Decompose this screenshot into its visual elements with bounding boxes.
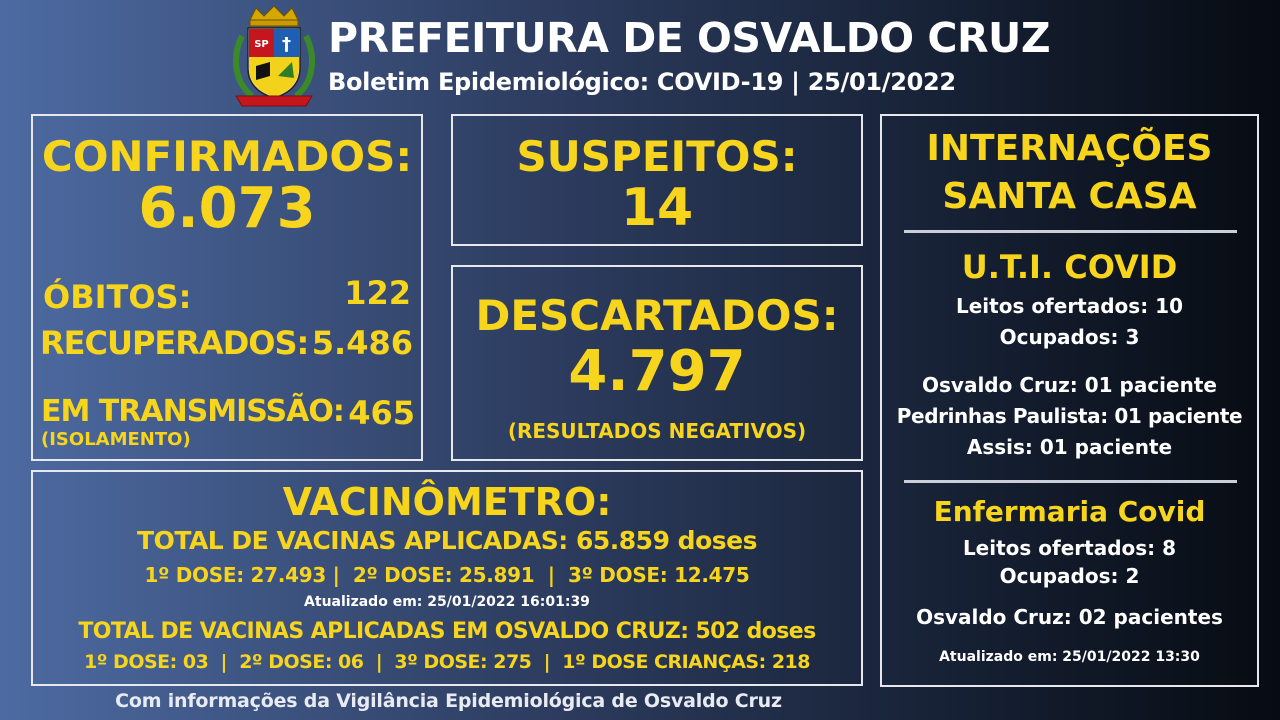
obitos-label: ÓBITOS: (43, 278, 192, 316)
city-crest-icon (232, 6, 316, 110)
uti-patient: Pedrinhas Paulista: 01 paciente (896, 404, 1243, 428)
vacinas-oc-total: TOTAL DE VACINAS APLICADAS EM OSVALDO CRUZ: 502 doses (78, 619, 816, 644)
transmissao-note: (ISOLAMENTO) (41, 429, 191, 450)
vacinas-oc-doses: 1º DOSE: 03 | 2º DOSE: 06 | 3º DOSE: 275 | 1º DOSE CRIANÇAS: 218 (84, 651, 810, 673)
suspeitos-label: SUSPEITOS: (516, 132, 798, 181)
uti-leitos: Leitos ofertados: 10 (955, 294, 1183, 318)
vacinas-doses: 1º DOSE: 27.493 | 2º DOSE: 25.891 | 3º DOSE: 12.475 (144, 563, 750, 587)
crest-monogram-right: † (282, 34, 291, 55)
uti-patient: Assis: 01 paciente (966, 435, 1173, 459)
recuperados-value: 5.486 (311, 324, 413, 362)
divider (904, 480, 1237, 483)
vacinometro-title: VACINÔMETRO: (282, 480, 612, 524)
descartados-panel (451, 265, 863, 461)
confirmados-label: CONFIRMADOS: (41, 132, 413, 181)
enfermaria-ocupados: Ocupados: 2 (999, 564, 1140, 588)
transmissao-value: 465 (348, 394, 415, 432)
uti-title: U.T.I. COVID (961, 248, 1178, 286)
vacinometro-panel (31, 470, 863, 686)
enfermaria-patient: Osvaldo Cruz: 02 pacientes (916, 605, 1223, 629)
uti-patient: Osvaldo Cruz: 01 paciente (922, 373, 1217, 397)
vacinas-total: TOTAL DE VACINAS APLICADAS: 65.859 doses (137, 526, 757, 555)
descartados-note: (RESULTADOS NEGATIVOS) (507, 419, 807, 443)
recuperados-label: RECUPERADOS: (40, 324, 309, 362)
internacoes-title-1: INTERNAÇÕES (926, 128, 1213, 169)
internacoes-title-2: SANTA CASA (942, 176, 1197, 217)
suspeitos-panel (451, 114, 863, 246)
obitos-value: 122 (344, 274, 411, 312)
descartados-value: 4.797 (568, 339, 746, 404)
footer-source: Com informações da Vigilância Epidemiológica de Osvaldo Cruz (115, 690, 782, 712)
internacoes-panel (880, 114, 1259, 687)
internacoes-updated: Atualizado em: 25/01/2022 13:30 (939, 649, 1200, 665)
transmissao-label: EM TRANSMISSÃO: (41, 394, 344, 429)
vacinas-updated: Atualizado em: 25/01/2022 16:01:39 (304, 594, 590, 610)
enfermaria-leitos: Leitos ofertados: 8 (962, 536, 1177, 560)
uti-ocupados: Ocupados: 3 (999, 325, 1140, 349)
divider (904, 230, 1237, 233)
confirmados-panel (31, 114, 423, 461)
suspeitos-value: 14 (620, 178, 694, 238)
page-subtitle: Boletim Epidemiológico: COVID-19 | 25/01/2022 (328, 68, 956, 96)
descartados-label: DESCARTADOS: (475, 291, 839, 340)
page-title: PREFEITURA DE OSVALDO CRUZ (328, 14, 1051, 62)
confirmados-value: 6.073 (138, 176, 316, 241)
crest-monogram-left: SP (254, 39, 269, 50)
enfermaria-title: Enfermaria Covid (933, 495, 1206, 528)
